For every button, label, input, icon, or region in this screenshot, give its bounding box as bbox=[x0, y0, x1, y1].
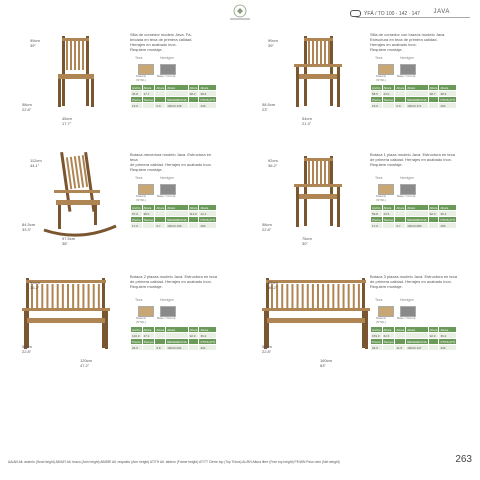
spec-cell bbox=[188, 223, 199, 229]
spec-cell bbox=[142, 345, 155, 351]
dim-depth: 97.5cm 38" bbox=[62, 236, 76, 246]
product-block bbox=[240, 138, 480, 256]
spec-cell bbox=[188, 345, 199, 351]
swatch-natural-name: Natural (NTRL) bbox=[376, 194, 386, 202]
dim-width: 58cm 22.8" bbox=[22, 344, 32, 354]
swatch-topcoat-name: Base / Crema bbox=[397, 74, 416, 78]
swatch-natural-name: Natural (NTRL) bbox=[136, 74, 146, 82]
spec-cell: Precio bbox=[132, 97, 141, 102]
spec-cell: Ancho bbox=[132, 85, 141, 90]
spec-table bbox=[130, 326, 217, 351]
dim-width: 84.5cm 33.3" bbox=[22, 222, 36, 232]
spec-cell: 62.6 bbox=[382, 333, 395, 339]
swatch-topcoat-name: Base / Crema bbox=[157, 74, 176, 78]
spec-cell: Altura bbox=[406, 327, 428, 333]
spec-cell: Altura bbox=[429, 85, 438, 90]
product-block bbox=[0, 18, 240, 136]
collection-name: JAVA bbox=[433, 9, 450, 15]
spec-cell: Altura bbox=[189, 85, 198, 90]
spec-cell: 38.0 bbox=[142, 211, 155, 217]
spec-cell: PTOS (PT) bbox=[200, 339, 216, 344]
spec-cell: 29.0 bbox=[371, 345, 383, 351]
spec-cell: REFERENCIA bbox=[167, 217, 187, 222]
dim-width: 58cm 22.8" bbox=[262, 344, 272, 354]
product-description: Butaca 1 plaza modelo Java. Estructura en teca de primera calidad. Herrajes en acabado inox. Requiere montaje. bbox=[370, 152, 455, 167]
spec-cell: Altura bbox=[439, 327, 457, 333]
swatch-topcoat-name: Base / Crema bbox=[397, 316, 416, 320]
spec-cell: Altura bbox=[382, 85, 395, 91]
spec-cell: Altura bbox=[156, 205, 165, 210]
spec-cell: Altura bbox=[406, 85, 428, 91]
spec-cell bbox=[428, 345, 439, 351]
spec-cell bbox=[188, 103, 199, 109]
header-info-text: ÝFÁ / TO 100 · 142 · 147 bbox=[364, 10, 420, 17]
spec-cell: 10010 128 bbox=[166, 103, 188, 109]
spec-cell: Altura bbox=[199, 327, 217, 333]
spec-cell: Tiempo bbox=[383, 339, 394, 344]
spec-cell: Precio bbox=[132, 339, 141, 344]
spec-cell: Altura bbox=[142, 85, 155, 91]
dim-depth: 120cm 47.2" bbox=[80, 358, 93, 368]
product-description: Silla de comedor con brazos modelo Java. Estructura en teca de primera calidad. Herrajes en acabado inox. Requiere montaje. bbox=[370, 32, 446, 52]
spec-cell: 38.9 bbox=[439, 91, 457, 97]
spec-cell: 324 bbox=[199, 345, 217, 351]
product-block bbox=[0, 260, 240, 378]
spec-cell: 23.5 bbox=[382, 211, 395, 217]
dim-width: 58cm 22.8" bbox=[262, 222, 272, 232]
swatch-natural-name: Natural (NTRL) bbox=[376, 316, 386, 324]
spec-cell: 290 bbox=[199, 223, 217, 229]
dim-depth: 76cm 30" bbox=[302, 236, 312, 246]
dim-depth: 160cm 63" bbox=[320, 358, 333, 368]
spec-cell: Precio bbox=[372, 217, 381, 222]
spec-cell: REFERENCIA bbox=[407, 217, 427, 222]
spec-cell: 240 bbox=[199, 103, 217, 109]
spec-cell: 6.7 bbox=[155, 223, 166, 229]
spec-cell: 45.8 bbox=[131, 91, 143, 97]
product-illustration bbox=[280, 150, 360, 244]
spec-cell: 5.0 bbox=[155, 103, 166, 109]
spec-cell: Altura bbox=[142, 327, 155, 333]
spec-cell: Precio bbox=[372, 97, 381, 102]
spec-table bbox=[370, 326, 457, 351]
footer-legend: AA/AN Alt. asiento (Seat height) AB/AFI Alt. brazo (Arm height) AB/BRI Alt. respaldo (Arm height) AT/TH Alt. tablero (Frame height) AT/TT Cierre top (Top Thkns) AL/BH Altura libre (Free top height) PE/WN Peso neto (Net weight) bbox=[8, 460, 340, 464]
product-illustration bbox=[22, 272, 142, 366]
spec-cell: 36.2 bbox=[439, 211, 457, 217]
spec-cell: PTOS (PT) bbox=[200, 97, 216, 102]
spec-cell: Altura bbox=[396, 85, 405, 90]
spec-cell: Altura bbox=[156, 327, 165, 332]
spec-cell: Ancho bbox=[132, 205, 141, 210]
spec-cell: Tiempo bbox=[383, 217, 394, 222]
eye-icon bbox=[350, 10, 361, 17]
spec-cell: Altura bbox=[189, 327, 198, 332]
spec-cell: 13.0 bbox=[131, 103, 143, 109]
spec-cell: 9.8 bbox=[155, 345, 166, 351]
dim-width: 58.5cm 23" bbox=[262, 102, 276, 112]
spec-cell: 10010 171 bbox=[406, 103, 428, 109]
finish-label-a: Teca bbox=[375, 176, 383, 180]
finish-label-a: Teca bbox=[135, 176, 143, 180]
product-block bbox=[240, 18, 480, 136]
swatch-natural-name: Natural (NTRL) bbox=[136, 194, 146, 202]
finish-label-b: Hemigen bbox=[160, 176, 175, 180]
product-description: Butaca mecedora modelo Java. Estructura en teca de primera calidad. Herrajes en acabado inox. Requiere montaje. bbox=[130, 152, 212, 172]
spec-cell: Altura bbox=[156, 85, 165, 90]
product-block bbox=[240, 260, 480, 378]
finish-label-b: Hemigen bbox=[160, 56, 175, 60]
swatch-natural-name: Natural (NTRL) bbox=[376, 74, 386, 82]
swatch-topcoat-name: Base / Crema bbox=[157, 194, 176, 198]
spec-cell: Altura bbox=[199, 85, 217, 91]
finish-label-b: Hemigen bbox=[160, 298, 175, 302]
spec-cell: Altura bbox=[189, 205, 198, 210]
spec-cell: PTOS (PT) bbox=[200, 217, 216, 222]
spec-table bbox=[370, 84, 457, 109]
spec-cell: Altura bbox=[429, 205, 438, 210]
spec-cell bbox=[428, 223, 439, 229]
product-block bbox=[0, 138, 240, 256]
spec-cell: 120.0 bbox=[131, 333, 143, 339]
product-illustration bbox=[262, 272, 382, 366]
finish-label-b: Hemigen bbox=[400, 176, 415, 180]
swatch-natural-name: Natural (NTRL) bbox=[136, 316, 146, 324]
spec-cell: Altura bbox=[166, 205, 188, 211]
spec-cell bbox=[382, 345, 395, 351]
spec-cell: 98.2 bbox=[188, 91, 199, 97]
dim-height: 99cm 39" bbox=[268, 38, 278, 48]
spec-cell: PTOS (PT) bbox=[440, 97, 456, 102]
spec-cell: 6.0 bbox=[395, 103, 406, 109]
spec-cell bbox=[142, 223, 155, 229]
spec-values-row-2 bbox=[371, 345, 457, 351]
spec-cell: 92.0 bbox=[188, 333, 199, 339]
spec-cell: 256 bbox=[439, 223, 457, 229]
spec-cell: 10010 094 bbox=[166, 345, 188, 351]
spec-table bbox=[370, 204, 457, 229]
spec-cell: 262 bbox=[439, 103, 457, 109]
spec-cell: Altura bbox=[166, 85, 188, 91]
spec-cell: Tiempo bbox=[143, 217, 154, 222]
spec-cell: REFERENCIA bbox=[407, 339, 427, 344]
finish-label-a: Teca bbox=[135, 298, 143, 302]
spec-cell: Altura bbox=[396, 205, 405, 210]
spec-cell: REFERENCIA bbox=[167, 97, 187, 102]
finish-label-a: Teca bbox=[375, 56, 383, 60]
spec-cell: Altura bbox=[429, 327, 438, 332]
spec-cell: Tiempo bbox=[143, 97, 154, 102]
spec-cell: 112.0 bbox=[188, 211, 199, 217]
swatch-topcoat-name: Base / Crema bbox=[157, 316, 176, 320]
spec-cell: 97.0 bbox=[131, 211, 143, 217]
spec-cell: Altura bbox=[406, 205, 428, 211]
product-description: Silla de comedor modelo Java. Fa- bricada en teca de primera calidad. Herrajes en acabado inox. Requiere montaje. bbox=[130, 32, 193, 52]
spec-cell bbox=[382, 223, 395, 229]
spec-cell: Ancho bbox=[372, 205, 381, 210]
spec-cell: 59.8 bbox=[371, 211, 383, 217]
product-description: Butaca 2 plazas modelo Java. Estructura en teca de primera calidad. Herrajes en acabado inox. Requiere montaje. bbox=[130, 274, 217, 289]
spec-cell: Tiempo bbox=[383, 97, 394, 102]
product-description: Butaca 3 plazas modelo Java. Estructura en teca de primera calidad. Herrajes en acabado inox. Requiere montaje. bbox=[370, 274, 457, 289]
spec-cell: 58.5 bbox=[371, 91, 383, 97]
spec-cell: Ancho bbox=[372, 85, 381, 90]
finish-label-a: Teca bbox=[375, 298, 383, 302]
spec-values-row-2 bbox=[371, 103, 457, 109]
dim-depth: 45cm 17.7" bbox=[62, 116, 72, 126]
spec-cell: 10010 130 bbox=[166, 223, 188, 229]
spec-cell: Altura bbox=[439, 85, 457, 91]
spec-cell: 25.0 bbox=[131, 345, 143, 351]
spec-cell: 36.2 bbox=[439, 333, 457, 339]
product-illustration bbox=[40, 150, 120, 244]
page-number: 263 bbox=[455, 454, 472, 465]
header-info bbox=[350, 10, 420, 17]
spec-values-row-2 bbox=[131, 103, 217, 109]
spec-cell: 92.0 bbox=[428, 333, 439, 339]
spec-cell: Tiempo bbox=[143, 339, 154, 344]
spec-cell: 15.0 bbox=[371, 103, 383, 109]
spec-cell: 38.6 bbox=[199, 91, 217, 97]
spec-cell: Precio bbox=[132, 217, 141, 222]
swatch-topcoat-name: Base / Crema bbox=[397, 194, 416, 198]
spec-table bbox=[130, 84, 217, 109]
spec-cell: 36.2 bbox=[199, 333, 217, 339]
spec-cell: 44.1 bbox=[199, 211, 217, 217]
spec-cell: 17.0 bbox=[371, 223, 383, 229]
spec-cell: 10010 083 bbox=[406, 223, 428, 229]
spec-cell: 346 bbox=[439, 345, 457, 351]
finish-label-b: Hemigen bbox=[400, 298, 415, 302]
spec-cell: Altura bbox=[382, 327, 395, 333]
spec-cell: 23.0 bbox=[382, 91, 395, 97]
spec-cell: 47.2 bbox=[142, 333, 155, 339]
product-illustration bbox=[280, 30, 360, 124]
spec-values-row-2 bbox=[131, 223, 217, 229]
spec-cell: 17.7 bbox=[142, 91, 155, 97]
spec-cell: 17.0 bbox=[131, 223, 143, 229]
spec-cell: Precio bbox=[372, 339, 381, 344]
finish-label-b: Hemigen bbox=[400, 56, 415, 60]
finish-label-a: Teca bbox=[135, 56, 143, 60]
spec-cell: 159.0 bbox=[371, 333, 383, 339]
dim-depth: 54cm 21.3" bbox=[302, 116, 312, 126]
dim-width: 58cm 22.8" bbox=[22, 102, 32, 112]
spec-cell: Ancho bbox=[372, 327, 381, 332]
product-illustration bbox=[40, 30, 120, 124]
spec-cell: REFERENCIA bbox=[407, 97, 427, 102]
spec-cell: PTOS (PT) bbox=[440, 217, 456, 222]
spec-values-row-2 bbox=[131, 345, 217, 351]
spec-cell: 10010 127 bbox=[406, 345, 428, 351]
spec-cell: Altura bbox=[142, 205, 155, 211]
spec-cell: REFERENCIA bbox=[167, 339, 187, 344]
spec-cell bbox=[382, 103, 395, 109]
spec-cell: Ancho bbox=[132, 327, 141, 332]
dim-height: 99cm 39" bbox=[30, 38, 40, 48]
spec-cell bbox=[142, 103, 155, 109]
dim-height: 112cm 44.1" bbox=[30, 158, 42, 168]
spec-cell: 6.7 bbox=[395, 223, 406, 229]
spec-cell: 11.5 bbox=[395, 345, 406, 351]
spec-cell: Altura bbox=[382, 205, 395, 211]
spec-cell: 92.0 bbox=[428, 211, 439, 217]
spec-cell: Altura bbox=[166, 327, 188, 333]
spec-cell: Altura bbox=[199, 205, 217, 211]
spec-values-row-2 bbox=[371, 223, 457, 229]
dim-height: 92cm 36.2" bbox=[268, 158, 278, 168]
spec-cell bbox=[428, 103, 439, 109]
spec-cell: Altura bbox=[439, 205, 457, 211]
spec-cell: PTOS (PT) bbox=[440, 339, 456, 344]
spec-cell: 98.7 bbox=[428, 91, 439, 97]
dim-height: 92cm 36.2" bbox=[268, 280, 278, 290]
spec-cell: Altura bbox=[396, 327, 405, 332]
dim-height: 92cm 36.2" bbox=[30, 280, 40, 290]
spec-table bbox=[130, 204, 217, 229]
